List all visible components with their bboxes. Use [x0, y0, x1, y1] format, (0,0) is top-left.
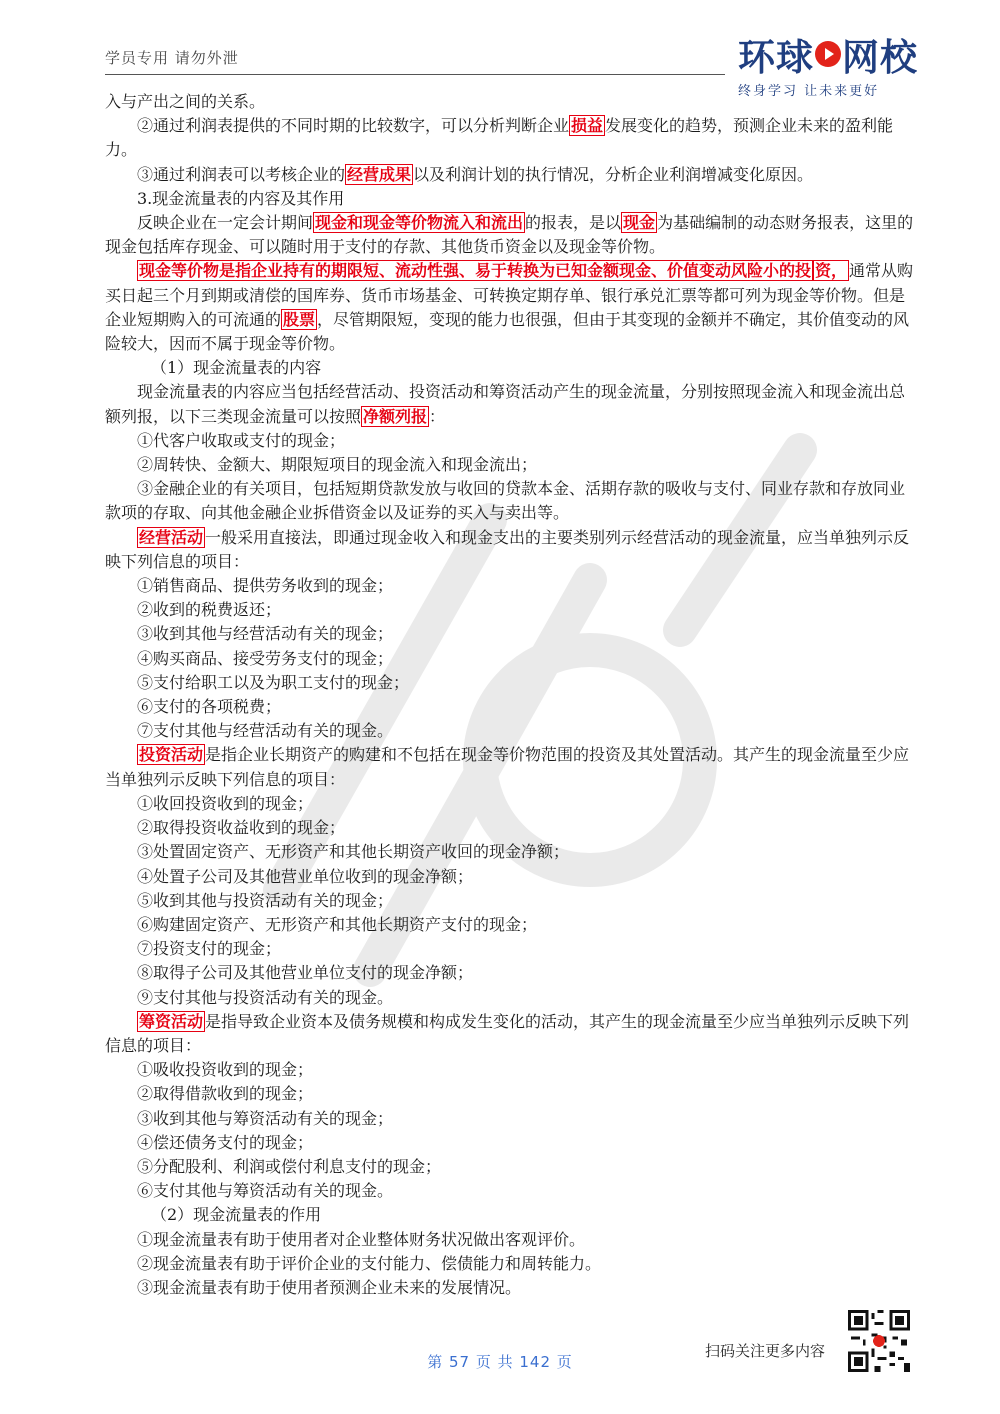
logo-slogan: 终身学习 让未来更好 [738, 84, 880, 99]
highlight-keyword: 经营成果 [347, 164, 412, 184]
text-span: 以及利润计划的执行情况，分析企业利润增减变化原因。 [413, 164, 814, 184]
logo-text-b: 网校 [842, 36, 918, 79]
highlight-definition: 现金等价物是指企业持有的期限短、流动性强、易于转换为已知金额现金、价值变动风险小的投 [139, 261, 812, 281]
list-item: ①销售商品、提供劳务收到的现金； [137, 576, 394, 596]
list-item: ⑦支付其他与经营活动有关的现金。 [137, 721, 394, 741]
text-span: 通常从购买日起三个月到期或清偿的国库券、货币市场基金、可转换定期存单、银行承兑汇票等都可列为现金等价物。但是企业短期购入的可流通的 [105, 261, 914, 329]
logo-text-a: 环球 [738, 36, 814, 79]
list-item: ⑧取得子公司及其他营业单位支付的现金净额； [137, 963, 474, 983]
highlight-keyword: 损益 [571, 116, 604, 136]
highlight-keyword: 现金 [623, 213, 656, 233]
header-rule [105, 74, 725, 75]
paragraph-cashflow-content [105, 380, 915, 428]
list-item: ②收到的税费返还； [137, 600, 282, 620]
list-item: ①吸收投资收到的现金； [137, 1060, 314, 1080]
section-heading: 3.现金流量表的内容及其作用 [137, 188, 345, 208]
list-item: ⑤支付给职工以及为职工支付的现金； [137, 672, 410, 692]
list-item: ②周转快、金额大、期限短项目的现金流入和现金流出； [137, 455, 538, 475]
scan-prompt: 扫码关注更多内容 [705, 1342, 826, 1360]
text-span: 的报表，是以 [525, 213, 622, 233]
list-item: ⑦投资支付的现金； [137, 939, 282, 959]
highlight-keyword: 股票 [283, 309, 316, 329]
text-span: 反映企业在一定会计期间 [137, 213, 314, 233]
list-item: ①代客户收取或支付的现金； [137, 430, 346, 450]
text-span: 是指导致企业资本及债务规模和构成发生变化的活动，其产生的现金流量至少应当单独列示反映下列信息的项目： [105, 1011, 910, 1055]
text-span: 现金流量表的内容应当包括经营活动、投资活动和筹资活动产生的现金流量，分别按照现金流入和现金流出总额列报，以下三类现金流量可以按照 [105, 382, 906, 426]
text-span: ，尽管期限短，变现的能力也很强，但由于其变现的金额并不确定，其价值变动的风险较大，因而不属于现金等价物。 [105, 309, 910, 354]
page-number: 第 57 页 共 142 页 [427, 1353, 573, 1371]
highlight-keyword: 净额列报 [363, 406, 428, 426]
text-span: 是指企业长期资产的购建和不包括在现金等价物范围的投资及其处置活动。其产生的现金流量至少应当单独列示反映下列信息的项目： [105, 745, 910, 789]
list-item: ⑤收到其他与投资活动有关的现金； [137, 890, 394, 910]
list-item: ③金融企业的有关项目，包括短期贷款发放与收回的贷款本金、活期存款的吸收与支付、同业存款和存放同业款项的存取、向其他金融企业拆借资金以及证券的买入与卖出等。 [105, 479, 906, 523]
paragraph-financing [105, 1010, 915, 1058]
list-item: ④处置子公司及其他营业单位收到的现金净额； [137, 866, 474, 886]
list-item: ⑤分配股利、利润或偿付利息支付的现金； [137, 1156, 442, 1176]
play-icon [815, 41, 841, 67]
paragraph-income-compare [105, 114, 915, 162]
list-item: ②取得借款收到的现金； [137, 1084, 314, 1104]
text-span: ③通过利润表可以考核企业的 [137, 164, 346, 184]
subsection-heading: （2）现金流量表的作用 [151, 1205, 322, 1225]
text-span: ： [429, 406, 446, 426]
highlight-keyword: 经营活动 [139, 527, 204, 547]
paragraph-cash-equivalent [105, 259, 915, 356]
list-item: ⑨支付其他与投资活动有关的现金。 [137, 987, 394, 1007]
list-item: ④偿还债务支付的现金； [137, 1132, 314, 1152]
logo-wordmark [738, 38, 938, 78]
list-item: ⑥支付的各项税费； [137, 697, 282, 717]
paragraph-income-assess [105, 163, 915, 187]
paragraph-operating [105, 526, 915, 574]
document-body [105, 90, 915, 1300]
list-item: ①收回投资收到的现金； [137, 793, 314, 813]
highlight-keyword: 现金和现金等价物流入和流出 [315, 213, 524, 233]
highlight-definition-end: 资， [815, 261, 848, 281]
subsection-heading: （1）现金流量表的内容 [151, 358, 322, 378]
header-note: 学员专用 请勿外泄 [105, 49, 239, 67]
list-item: ②现金流量表有助于评价企业的支付能力、偿债能力和周转能力。 [137, 1253, 602, 1273]
list-item: ③收到其他与筹资活动有关的现金； [137, 1108, 394, 1128]
list-item: ③收到其他与经营活动有关的现金； [137, 624, 394, 644]
list-item: ⑥购建固定资产、无形资产和其他长期资产支付的现金； [137, 914, 538, 934]
list-item: ⑥支付其他与筹资活动有关的现金。 [137, 1181, 394, 1201]
paragraph-continuation: 入与产出之间的关系。 [105, 92, 266, 111]
list-item: ③现金流量表有助于使用者预测企业未来的发展情况。 [137, 1277, 522, 1297]
paragraph-investing [105, 743, 915, 791]
highlight-keyword: 投资活动 [139, 745, 204, 765]
brand-logo [738, 38, 938, 98]
list-item: ②取得投资收益收到的现金； [137, 818, 346, 838]
list-item: ①现金流量表有助于使用者对企业整体财务状况做出客观评价。 [137, 1229, 586, 1249]
paragraph-cashflow-def [105, 211, 915, 259]
list-item: ③处置固定资产、无形资产和其他长期资产收回的现金净额； [137, 842, 570, 862]
text-span: 一般采用直接法，即通过现金收入和现金支出的主要类别列示经营活动的现金流量，应当单独列示反映下列信息的项目： [105, 527, 910, 571]
text-span: ②通过利润表提供的不同时期的比较数字，可以分析判断企业 [137, 116, 570, 136]
list-item: ④购买商品、接受劳务支付的现金； [137, 648, 394, 668]
text-span: 发展变化的趋势，预测企业未来的盈利能力。 [105, 116, 894, 160]
highlight-keyword: 筹资活动 [139, 1011, 204, 1031]
text-span: 为基础编制的动态财务报表，这里的现金包括库存现金、可以随时用于支付的存款、其他货币资金以及现金等价物。 [105, 213, 914, 257]
